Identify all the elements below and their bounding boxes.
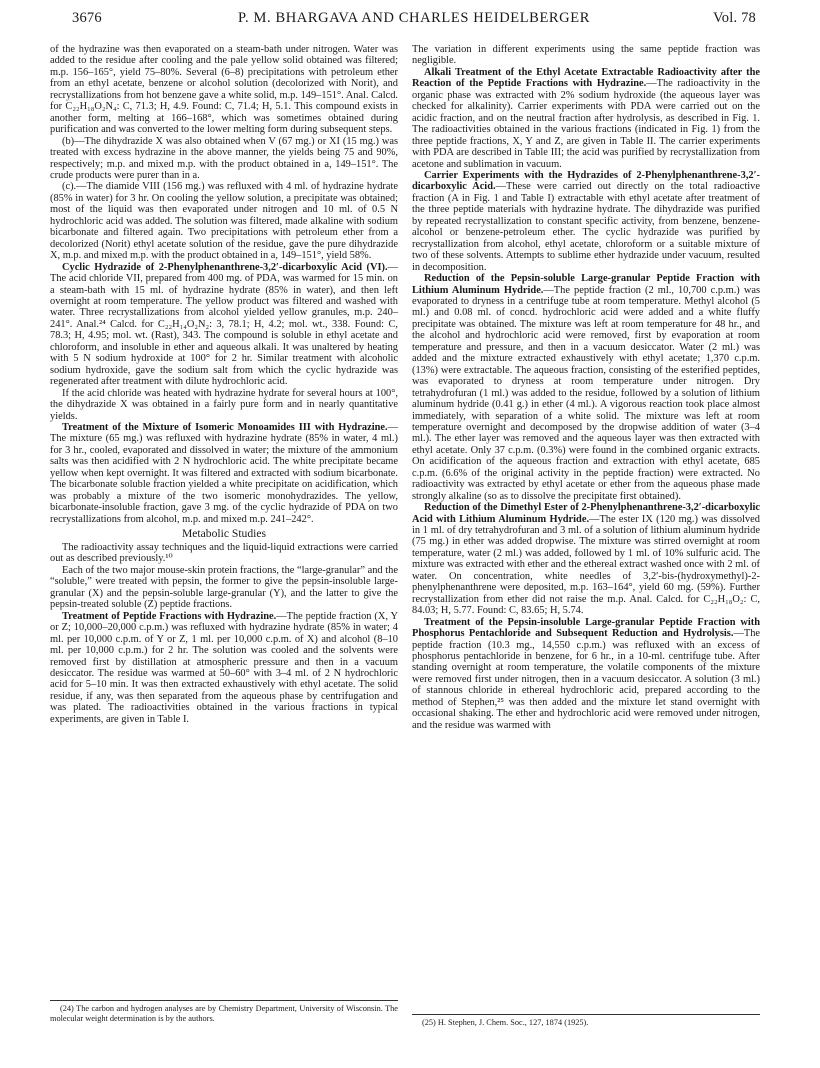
paragraph [412,170,760,273]
paragraph: The variation in different experiments using the same peptide fraction was negligible. [412,44,760,67]
paragraph-heading: Cyclic Hydrazide of 2-Phenylphenanthrene-3,2′-dicarboxylic Acid (VI). [62,261,388,273]
paragraph: Each of the two major mouse-skin protein fractions, the “large-granular” and the “soluble,” were treated with pepsin, the former to give the pepsin-insoluble large-granular (X) and the pepsin-soluble large-granular (Y), and the latter to give the pepsin-treated soluble (Z) peptide fractions. [50,564,398,611]
paragraph-heading: Carrier Experiments with the Hydrazides of 2-Phenylphenanthrene-3,2′-dicarboxylic Acid. [412,169,760,193]
volume-label: Vol. 78 [712,10,756,26]
paragraph: of the hydrazine was then evaporated on a steam-bath under nitrogen. Water was added to the residue after cooling and the pale yellow solid obtained was filtered; m.p. 156–165°, yield 75–80%. Several (6–8) precipitations with petroleum ether from an ethyl acetate, benzene or alcohol solution (decolorized with Norit), and recrystallizations from hot benzene gave a white solid, m.p. 149–151°. Anal. Calcd. for C₂₂H₁₈O₂N₄: C, 71.3; H, 4.9. Found: C, 71.4; H, 5.1. This compound exists in another form, melting at 166–168°, which was sometimes obtained during purification and was converted to the lower melting form during subsequent steps. [50,44,398,136]
paragraph-heading: Reduction of the Pepsin-soluble Large-granular Peptide Fraction with Lithium Aluminum Hydride. [412,273,760,296]
paragraph: The radioactivity assay techniques and the liquid-liquid extractions were carried out as described previously.¹⁰ [50,542,398,565]
right-column [412,44,760,731]
left-column [50,44,398,725]
footnote: (25) H. Stephen, J. Chem. Soc., 127, 1874 (1925). [422,1018,589,1027]
paragraph-body: —The peptide fraction (X, Y or Z; 10,000–20,000 c.p.m.) was refluxed with hydrazine hydrate (85% in water; 4 ml. per 10,000 c.p.m. of Y or Z, 1 ml. per 10,000 c.p.m. of X) and alcohol (8–10 ml. per 10,000 c.p.m.) for 2 hr. The solution was cooled and the solvents were removed first by distillation at atmospheric pressure and then in a vacuum desiccator. The residue was warmed at 50–60° with 3–4 ml. of 2 N hydrochloric acid for 5–10 min. It was then extracted exhaustively with ethyl acetate. The solid residue, if any, was then separated from the aqueous phase by centrifugation and was plated. The radioactivities obtained in the various fractions in typical experiments, are given in Table I. [50,610,398,725]
paragraph-heading: Treatment of Peptide Fractions with Hydrazine. [62,610,277,622]
paragraph-body: —The acid chloride VII, prepared from 400 mg. of PDA, was warmed for 15 min. on a steam-bath with 15 ml. of hydrazine hydrate (85% in water), and then left overnight at room temperature. The yellow product was filtered and washed with water. Three recrystallizations from alcohol yielded yellow granules, m.p. 240–241°. Anal.²⁴ Calcd. for C₂₂H₁₄O₂N₂: 3, 78.1; H, 4.2; mol. wt., 338. Found: C, 78.3; H, 4.95; mol. wt. (Rast), 343. The compound is soluble in ethyl acetate and chloroform, and insoluble in ether and aqueous alkali. It was unaltered by heating with 5 N sodium hydroxide at 100° for 2 hr. Similar treatment with alcoholic sodium hydroxide, gave the sodium salt from which the cyclic hydrazide was regenerated after treatment with dilute hydrochloric acid. [50,261,398,388]
paragraph-body: —The peptide fraction (2 ml., 10,700 c.p.m.) was evaporated to dryness in a centrifuge tube at room temperature. Methyl alcohol (5 ml.) and 0.08 ml. of concd. hydrochloric acid were added and a white fluffy precipitate was obtained. The mixture was left at room temperature for 48 hr., and the alcohol and hydrochloric acid were removed, first by evaporation at room temperature and pressure, and then in a vacuum desiccator. Water (2 ml.) was added and the mixture extracted exhaustively with ethyl acetate; 1,370 c.p.m. (13%) were extractable. The aqueous fraction, consisting of the esterified peptides, was evaporated to dryness at room temperature under nitrogen. Dry tetrahydrofuran (1 ml.) was added to the residue, followed by a solution of lithium aluminum hydride (0.41 g.) in ether (4 ml.). A vigorous reaction took place almost immediately, with separation of a white solid. The mixture was left at room temperature overnight and decomposed by the dropwise addition of water (3–4 ml.). The ether layer was removed and the aqueous layer was then extracted with ethyl acetate. Only 37 c.p.m. (0.3%) were found in the combined organic extracts. On acidification of the aqueous fraction and extraction with ethyl acetate, 685 c.p.m. (6.6% of the original activity in the peptide fraction) were extracted. No radioactivity was extracted by ethyl acetate or ether from the aqueous phase made strongly alkaline (so as to dissolve the precipitate first obtained). [412,284,760,502]
running-header [72,10,756,30]
paragraph: (b)—The dihydrazide X was also obtained when V (67 mg.) or XI (15 mg.) was treated with excess hydrazine in the above manner, the yields being 75 and 90%, respectively; m.p. and mixed m.p. with the product obtained in a, 149–151°. The crude products were purer than in a. [50,135,398,181]
paragraph [412,273,760,502]
paragraph-body: —These were carried out directly on the total radioactive fraction (A in Fig. 1 and Table I) extractable with ethyl acetate after treatment of the three peptide materials with hydrazine hydrate. The dihydrazide was purified by repeated recrystallization to constant specific activity, from benzene, benzene-alcohol or benzene-petroleum ether. The cyclic hydrazide was purified by recrystallization from alcohol, ethyl acetate, chloroform or a suitable mixture of two of these solvents. Attempts to sublime ether hydrazide under vacuum, resulted in decomposition. [412,181,760,273]
paragraph-body: —The ester IX (120 mg.) was dissolved in 1 ml. of dry tetrahydrofuran and 3 ml. of a solution of lithium aluminum hydride (75 mg.) in ether was added dropwise. The mixture was stirred overnight at room temperature, water (2 ml.) was added, followed by 1 ml. of 10% sulfuric acid. The mixture was extracted with ether and the ethereal extract washed once with 2 ml. of water. On concentration, white needles of 3,2′-bis-(hydroxymethyl)-2-phenylphenanthrene were deposited, m.p. 163–164°, yield 60 mg. (59%). Further recrystallization from ether did not raise the m.p. Anal. Calcd. for C₂₂H₁₈O₂: C, 84.03; H, 5.77. Found: C, 83.65; H, 5.74. [412,513,760,617]
footnote-right [412,1014,760,1028]
paragraph [412,67,760,170]
paragraph: (c).—The diamide VIII (156 mg.) was refluxed with 4 ml. of hydrazine hydrate (85% in water) for 3 hr. On cooling the yellow solution, a precipitate was obtained; most of the liquid was then evaporated under nitrogen and 10 ml. of 0.5 N hydrochloric acid was added. The solution was filtered, made alkaline with sodium bicarbonate and filtered again. Two precipitations with petroleum ether from a decolorized (Norit) ethyl acetate solution of the residue, gave the pure dihydrazide X, m.p. and mixed m.p. with the product obtained in a, 149–151°, yield 58%. [50,181,398,262]
paragraph [50,422,398,525]
page-number: 3676 [72,10,102,26]
footnote-left [50,1000,398,1024]
paragraph [50,262,398,388]
paragraph: If the acid chloride was heated with hydrazine hydrate for several hours at 100°, the dihydrazide X was obtained in a fairly pure form and in nearly quantitative yields. [50,387,398,422]
paragraph-heading: Alkali Treatment of the Ethyl Acetate Extractable Radioactivity after the Reaction of the Peptide Fractions with Hydrazine. [412,66,760,90]
section-heading: Metabolic Studies [181,527,267,541]
paragraph-heading: Treatment of the Pepsin-insoluble Large-granular Peptide Fraction with Phosphorus Pentachloride and Subsequent Reduction and Hydrolysis. [412,616,760,640]
paragraph [50,611,398,726]
paragraph [412,617,760,732]
paragraph-heading: Treatment of the Mixture of Isomeric Monoamides III with Hydrazine. [62,421,388,433]
paragraph-body: —The radioactivity in the organic phase was extracted with 2% sodium hydroxide (the aqueous layer was checked for alkalinity). Carrier experiments with PDA were carried out on the acidic fraction, and on the neutral fraction after hydrolysis, as described in Fig. 1. The radioactivities obtained in the various fractions (indicated in Fig. 1) from the three peptide fractions, X, Y and Z, are given in Table II. The carrier experiments with PDA are described in Table III; the acid was purified by recrystallization from acetone and sublimation in vacuum. [412,78,760,170]
paragraph [412,502,760,617]
paragraph-body: —The mixture (65 mg.) was refluxed with hydrazine hydrate (85% in water, 4 ml.) for 3 hr., cooled, evaporated and dissolved in water; the mixture of the ammonium salts was then acidified with 2 N hydrochloric acid. The white precipitate became yellow when kept overnight. It was filtered and extracted with sodium bicarbonate. The bicarbonate soluble fraction yielded a white precipitate on acidification, which was probably a mixture of the two isomeric monohydrazides. The yellow, bicarbonate-insoluble fraction, gave 3 mg. of the cyclic hydrazide of PDA on two recrystallizations from alcohol, m.p. and mixed m.p. 241–242°. [50,421,398,525]
paragraph-body: —The peptide fraction (10.3 mg., 14,550 c.p.m.) was refluxed with an excess of phosphorus pentachloride in benzene, for 6 hr., in a 10-ml. centrifuge tube. After standing overnight at room temperature, the volatile components of the mixture were removed first under nitrogen, then in a vacuum desiccator. A solution (3 ml.) of stannous chloride in ethereal hydrochloric acid, prepared according to the method of Stephen,²⁵ was then added and the mixture let stand overnight with occasional shaking. The ether and hydrochloric acid were removed under nitrogen, and the residue was warmed with [412,628,760,731]
running-title: P. M. BHARGAVA AND CHARLES HEIDELBERGER [238,10,590,26]
paragraph-heading: Reduction of the Dimethyl Ester of 2-Phenylphenanthrene-3,2′-dicarboxylic Acid with Lithium Aluminum Hydride. [412,502,760,525]
footnote: (24) The carbon and hydrogen analyses are by Chemistry Department, University of Wisconsin. The molecular weight determination is by the authors. [50,1004,398,1023]
